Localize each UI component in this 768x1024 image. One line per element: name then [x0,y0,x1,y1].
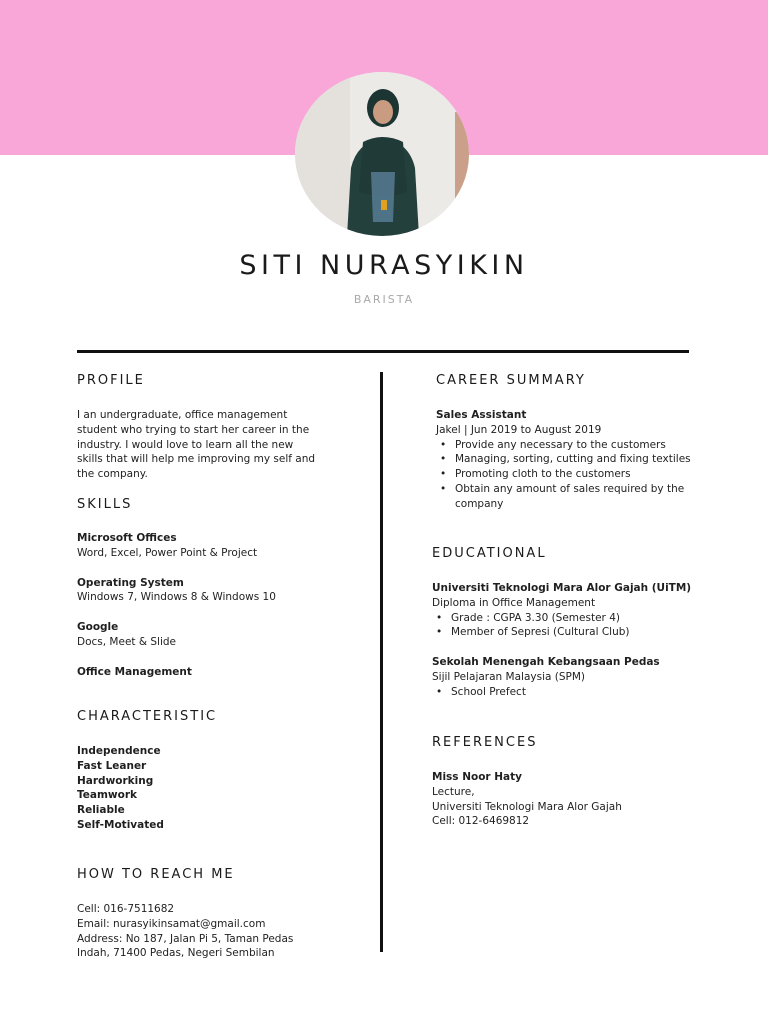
skill-item [77,531,337,561]
reference-entry [432,770,717,829]
career-entry [436,408,721,512]
job-duty: • Managing, sorting, cutting and fixing textiles [436,452,721,467]
education-item [432,655,717,699]
school-achievements [432,685,717,700]
contact-email: Email: nurasyikinsamat@gmail.com [77,917,266,930]
skill-title: Operating System [77,576,184,589]
job-duty: • Promoting cloth to the customers [436,467,721,482]
education-heading: EDUCATIONAL [432,546,547,561]
job-duties [436,438,721,512]
skill-item [77,665,337,680]
contact-details [77,902,317,961]
skill-title: Google [77,621,119,634]
job-meta: Jakel | Jun 2019 to August 2019 [436,423,602,436]
profile-heading: PROFILE [77,373,145,388]
reference-line: Lecture, [432,785,475,798]
characteristic-list [77,744,164,833]
school-achievement: • School Prefect [432,685,717,700]
skills-list [77,531,337,680]
skill-detail: Docs, Meet & Slide [77,635,177,648]
reference-line: Cell: 012-6469812 [432,815,530,828]
school-achievement: • Member of Sepresi (Cultural Club) [432,625,717,640]
school-name: Universiti Teknologi Mara Alor Gajah (UiTM) [432,582,692,594]
skill-title: Office Management [77,665,192,678]
skill-item [77,620,337,650]
candidate-role: BARISTA [353,293,415,306]
job-duty: • Provide any necessary to the customers [436,438,721,453]
job-title: Sales Assistant [436,409,527,421]
characteristic-item: Fast Leaner [77,759,147,772]
column-divider [380,372,383,952]
career-heading: CAREER SUMMARY [436,373,586,388]
contact-heading: HOW TO REACH ME [77,867,235,882]
characteristic-heading: CHARACTERISTIC [77,709,218,724]
characteristic-item: Independence [77,745,161,757]
characteristic-item: Hardworking [77,774,154,787]
contact-cell: Cell: 016-7511682 [77,903,175,915]
school-achievement: • Grade : CGPA 3.30 (Semester 4) [432,611,717,626]
school-achievements [432,611,717,641]
skills-heading: SKILLS [77,497,133,512]
education-item [432,581,717,640]
characteristic-item: Teamwork [77,789,137,802]
candidate-name: SITI NURASYIKIN [239,250,529,281]
skill-item [77,576,337,606]
school-qualification: Sijil Pelajaran Malaysia (SPM) [432,670,586,683]
reference-line: Universiti Teknologi Mara Alor Gajah [432,800,622,813]
profile-text: I an undergraduate, office management student who trying to start her career in the industry. I would love to learn all the new skills that will help me improving my self and the company. [77,409,316,481]
header-divider [77,350,689,353]
profile-photo [295,72,469,236]
reference-name: Miss Noor Haty [432,771,522,783]
school-name: Sekolah Menengah Kebangsaan Pedas [432,656,660,669]
references-heading: REFERENCES [432,735,538,750]
education-list [432,581,717,700]
characteristic-item: Reliable [77,804,125,817]
contact-address: Address: No 187, Jalan Pi 5, Taman Pedas Indah, 71400 Pedas, Negeri Sembilan [77,932,294,960]
profile-photo-illustration [295,72,469,236]
characteristic-item: Self-Motivated [77,818,164,831]
skill-title: Microsoft Offices [77,532,177,544]
skill-detail: Word, Excel, Power Point & Project [77,546,258,559]
job-duty: • Obtain any amount of sales required by the company [436,482,690,512]
skill-detail: Windows 7, Windows 8 & Windows 10 [77,591,276,604]
school-qualification: Diploma in Office Management [432,596,596,609]
